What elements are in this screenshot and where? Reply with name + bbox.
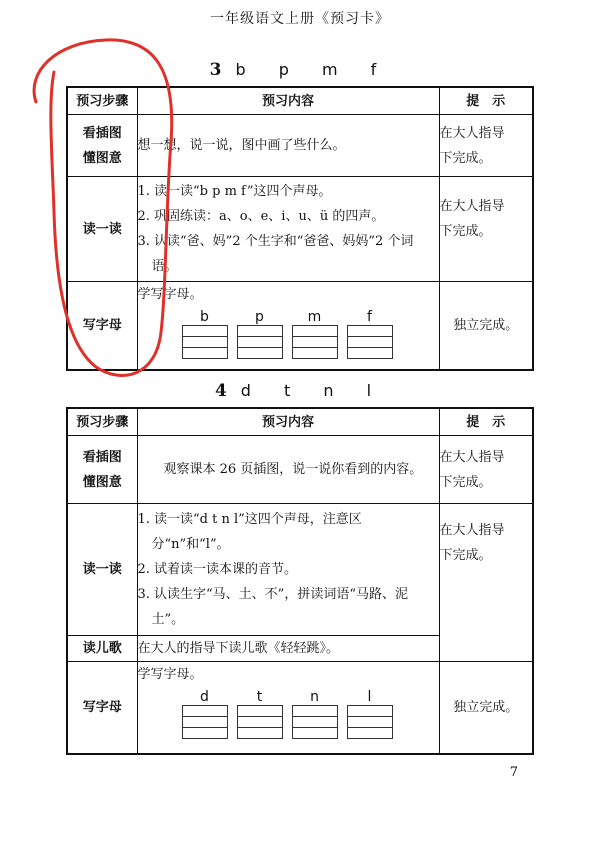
letter-label: l (367, 689, 372, 705)
table-row-read (67, 177, 533, 282)
preview-card-3 (66, 86, 534, 371)
hint-line: 在大人指导 (439, 125, 505, 141)
hint-read (439, 177, 533, 282)
column-header-step: 预习步骤 (67, 408, 137, 436)
letter-label: n (310, 689, 319, 705)
letter-label: b (200, 309, 209, 325)
look-text: 观察课本 26 页插图，说一说你看到的内容。 (163, 462, 423, 477)
hint-line: 在大人指导 (439, 449, 505, 465)
content-read (137, 177, 439, 282)
hint-look (439, 436, 533, 504)
list-item: 1. 读一读“d t n l”这四个声母，注意区分“n”和“l”。 (137, 512, 362, 552)
hint-line: 下完成。 (439, 474, 492, 490)
letter-label: p (255, 309, 264, 325)
hint-line: 在大人指导 (439, 199, 505, 214)
section-4-title (0, 381, 600, 401)
table-row-look (67, 115, 533, 177)
letter-cell (347, 689, 393, 739)
letter-cell (292, 309, 338, 359)
section-number: 4 (214, 381, 227, 401)
step-label-line: 懂图意 (82, 150, 122, 166)
four-line-grid (347, 325, 393, 359)
step-label-look (67, 436, 137, 504)
four-line-grid (292, 705, 338, 739)
table-header-row (67, 408, 533, 436)
column-header-hint: 提 示 (439, 408, 533, 436)
step-label-line: 看插图 (82, 449, 122, 465)
content-read (137, 504, 439, 636)
hint-write: 独立完成。 (439, 282, 533, 370)
content-look: 想一想，说一说，图中画了些什么。 (137, 115, 439, 177)
letter-cell (237, 689, 283, 739)
content-write (137, 662, 439, 754)
page-number: 7 (509, 765, 518, 780)
section-number: 3 (209, 60, 222, 80)
table-row-read (67, 504, 533, 636)
hint-line: 下完成。 (439, 150, 492, 166)
column-header-hint: 提 示 (439, 87, 533, 115)
column-header-content: 预习内容 (137, 87, 439, 115)
letter-cell (237, 309, 283, 359)
list-item: 2. 试着读一读本课的音节。 (137, 562, 298, 577)
letter-label: m (307, 309, 322, 325)
hint-write: 独立完成。 (439, 662, 533, 754)
four-line-grid-row (182, 689, 439, 739)
letter-label: d (200, 689, 209, 705)
list-item: 2. 巩固练读：a、o、e、i、u、ü 的四声。 (137, 209, 385, 224)
write-instruction: 学写字母。 (137, 667, 203, 682)
four-line-grid (237, 325, 283, 359)
letter-label: t (256, 689, 263, 705)
letter-cell (182, 309, 228, 359)
letter-cell (182, 689, 228, 739)
list-item: 3. 认读“爸、妈”2 个生字和“爸爸、妈妈”2 个词语。 (137, 234, 414, 274)
letter-cell (347, 309, 393, 359)
hint-line: 下完成。 (439, 224, 492, 239)
hint-look (439, 115, 533, 177)
step-label-line: 看插图 (82, 125, 122, 141)
step-label-song: 读儿歌 (67, 636, 137, 662)
four-line-grid-row (182, 309, 439, 359)
step-label-write: 写字母 (67, 282, 137, 370)
hint-read (439, 504, 533, 662)
table-row-look (67, 436, 533, 504)
list-item: 3. 认读生字“马、土、不”，拼读词语“马路、泥土”。 (137, 587, 408, 627)
step-label-look (67, 115, 137, 177)
table-header-row (67, 87, 533, 115)
section-letters: b p m f (235, 60, 391, 79)
content-look (137, 436, 439, 504)
four-line-grid (182, 325, 228, 359)
step-label-read: 读一读 (67, 177, 137, 282)
section-3-title (0, 60, 600, 80)
page-header-title: 一年级语文上册《预习卡》 (210, 11, 390, 27)
letter-label: f (367, 309, 372, 325)
letter-cell (292, 689, 338, 739)
preview-card-4 (66, 407, 534, 755)
step-label-line: 懂图意 (82, 474, 122, 490)
section-letters: d t n l (240, 381, 386, 400)
column-header-content: 预习内容 (137, 408, 439, 436)
list-item: 1. 读一读“b p m f”这四个声母。 (137, 184, 332, 199)
write-instruction: 学写字母。 (137, 287, 203, 302)
step-label-write: 写字母 (67, 662, 137, 754)
hint-line: 下完成。 (439, 548, 492, 563)
four-line-grid (237, 705, 283, 739)
table-row-write (67, 662, 533, 754)
content-song: 在大人的指导下读儿歌《轻轻跳》。 (137, 636, 439, 662)
content-write (137, 282, 439, 370)
hint-line: 在大人指导 (439, 523, 505, 538)
four-line-grid (182, 705, 228, 739)
step-label-read: 读一读 (67, 504, 137, 636)
table-row-write (67, 282, 533, 370)
four-line-grid (347, 705, 393, 739)
four-line-grid (292, 325, 338, 359)
column-header-step: 预习步骤 (67, 87, 137, 115)
